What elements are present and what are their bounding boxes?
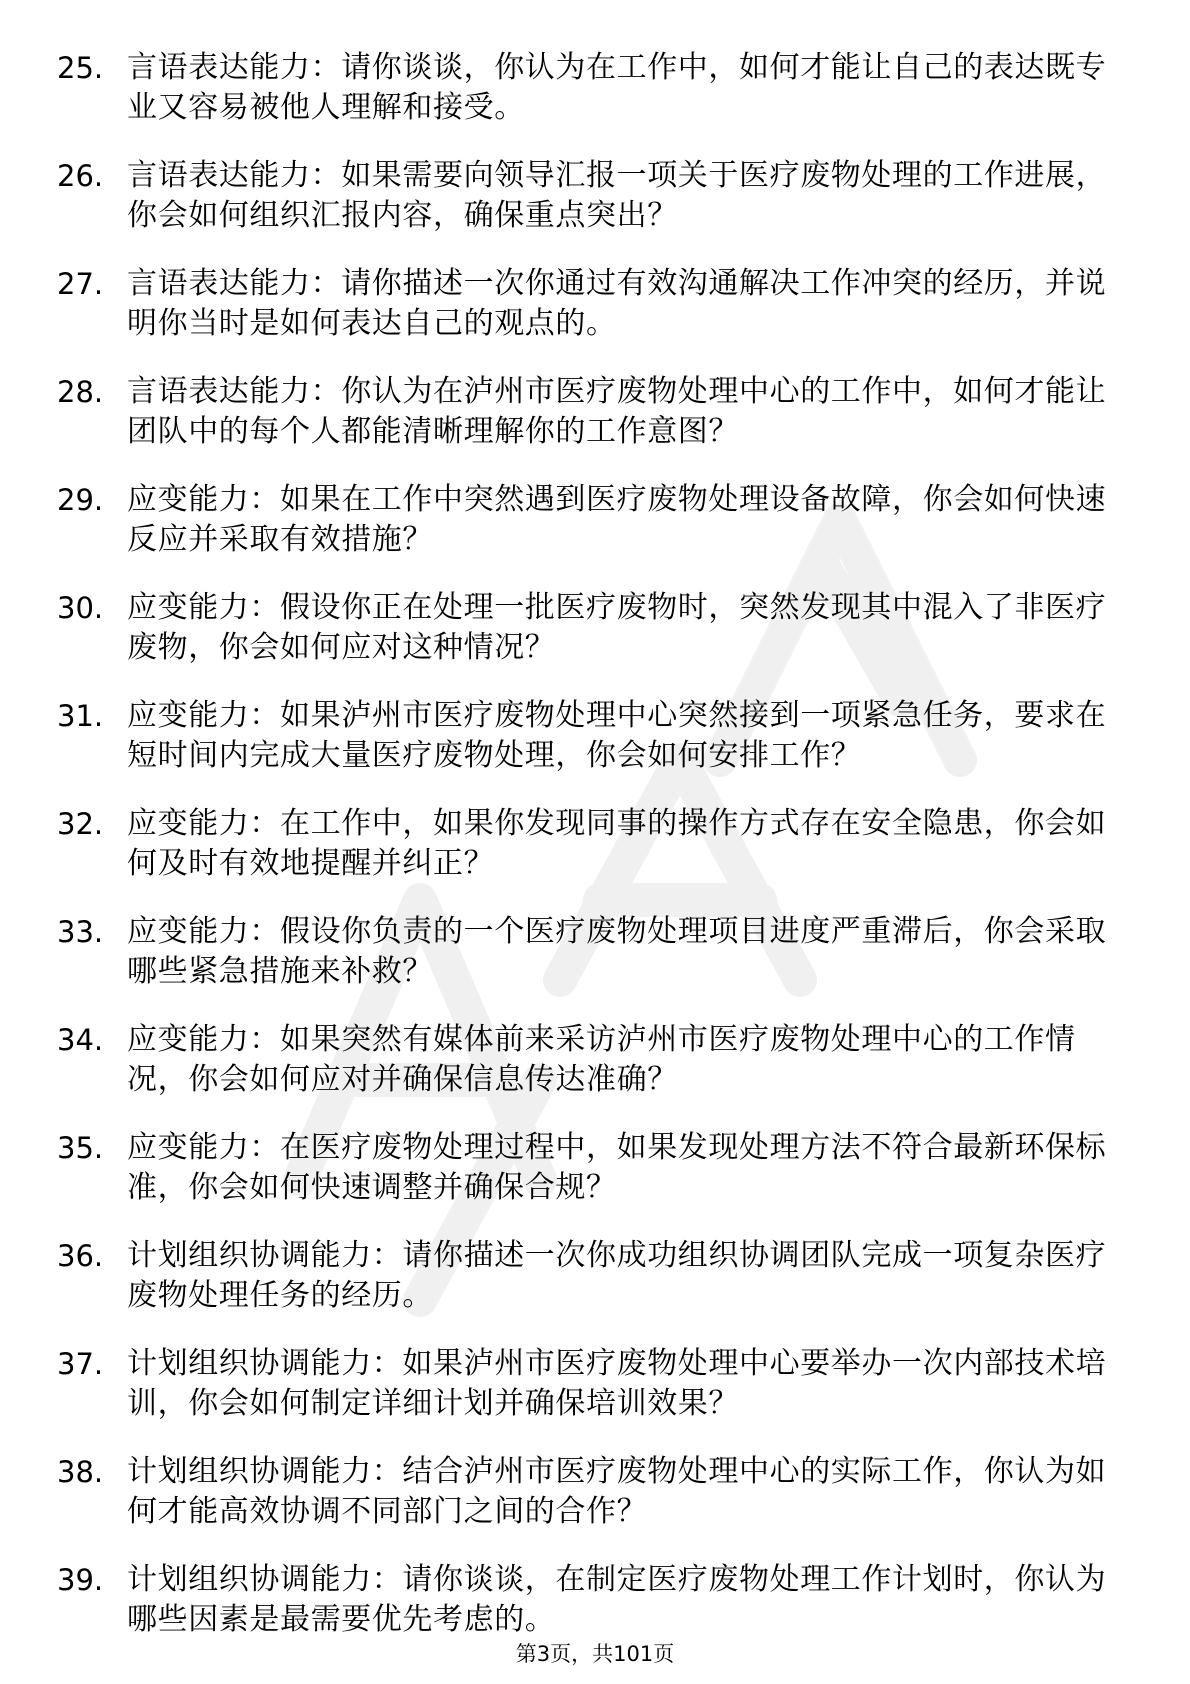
question-number: 38.: [57, 1455, 104, 1489]
question-text: 计划组织协调能力：结合泸州市医疗废物处理中心的实际工作，你认为如何才能高效协调不同部门之间的合作？: [127, 1454, 1107, 1529]
page-number-footer: 第3页，共101页: [515, 1642, 675, 1666]
question-item: [0, 696, 1190, 776]
question-text: 应变能力：假设你正在处理一批医疗废物时，突然发现其中混入了非医疗废物，你会如何应对这种情况？: [127, 590, 1107, 665]
question-item: [0, 1236, 1190, 1316]
question-text: 言语表达能力：你认为在泸州市医疗废物处理中心的工作中，如何才能让团队中的每个人都能清晰理解你的工作意图？: [127, 374, 1107, 449]
question-text: 计划组织协调能力：请你描述一次你成功组织协调团队完成一项复杂医疗废物处理任务的经历。: [127, 1238, 1107, 1313]
question-number: 26.: [57, 159, 104, 193]
question-text: 应变能力：在工作中，如果你发现同事的操作方式存在安全隐患，你会如何及时有效地提醒并纠正？: [127, 806, 1107, 881]
question-text: 应变能力：如果在工作中突然遇到医疗废物处理设备故障，你会如何快速反应并采取有效措施？: [127, 482, 1107, 557]
question-item: [0, 1560, 1190, 1640]
question-number: 33.: [57, 915, 104, 949]
question-item: [0, 1128, 1190, 1208]
question-number: 28.: [57, 375, 104, 409]
question-number: 27.: [57, 267, 104, 301]
question-list: [0, 48, 1190, 1668]
question-text: 应变能力：在医疗废物处理过程中，如果发现处理方法不符合最新环保标准，你会如何快速调整并确保合规？: [127, 1130, 1107, 1205]
question-text: 计划组织协调能力：请你谈谈，在制定医疗废物处理工作计划时，你认为哪些因素是最需要优先考虑的。: [127, 1562, 1107, 1637]
question-item: [0, 1020, 1190, 1100]
question-number: 30.: [57, 591, 104, 625]
question-number: 39.: [57, 1563, 104, 1597]
question-item: [0, 588, 1190, 668]
question-item: [0, 480, 1190, 560]
question-item: [0, 156, 1190, 236]
question-text: 应变能力：假设你负责的一个医疗废物处理项目进度严重滞后，你会采取哪些紧急措施来补救？: [127, 914, 1107, 989]
question-number: 29.: [57, 483, 104, 517]
question-text: 应变能力：如果突然有媒体前来采访泸州市医疗废物处理中心的工作情况，你会如何应对并确保信息传达准确？: [127, 1022, 1076, 1097]
question-number: 25.: [57, 51, 104, 85]
question-item: [0, 264, 1190, 344]
question-text: 应变能力：如果泸州市医疗废物处理中心突然接到一项紧急任务，要求在短时间内完成大量医疗废物处理，你会如何安排工作？: [127, 698, 1107, 773]
question-text: 言语表达能力：请你描述一次你通过有效沟通解决工作冲突的经历，并说明你当时是如何表达自己的观点的。: [127, 266, 1107, 341]
question-number: 34.: [57, 1023, 104, 1057]
question-item: [0, 804, 1190, 884]
question-number: 36.: [57, 1239, 104, 1273]
question-item: [0, 1344, 1190, 1424]
question-item: [0, 372, 1190, 452]
question-text: 言语表达能力：请你谈谈，你认为在工作中，如何才能让自己的表达既专业又容易被他人理解和接受。: [127, 50, 1107, 125]
question-item: [0, 912, 1190, 992]
question-text: 计划组织协调能力：如果泸州市医疗废物处理中心要举办一次内部技术培训，你会如何制定详细计划并确保培训效果？: [127, 1346, 1107, 1421]
question-number: 35.: [57, 1131, 104, 1165]
question-number: 37.: [57, 1347, 104, 1381]
question-item: [0, 48, 1190, 128]
question-text: 言语表达能力：如果需要向领导汇报一项关于医疗废物处理的工作进展，你会如何组织汇报内容，确保重点突出？: [127, 158, 1107, 233]
question-item: [0, 1452, 1190, 1532]
question-number: 32.: [57, 807, 104, 841]
question-number: 31.: [57, 699, 104, 733]
